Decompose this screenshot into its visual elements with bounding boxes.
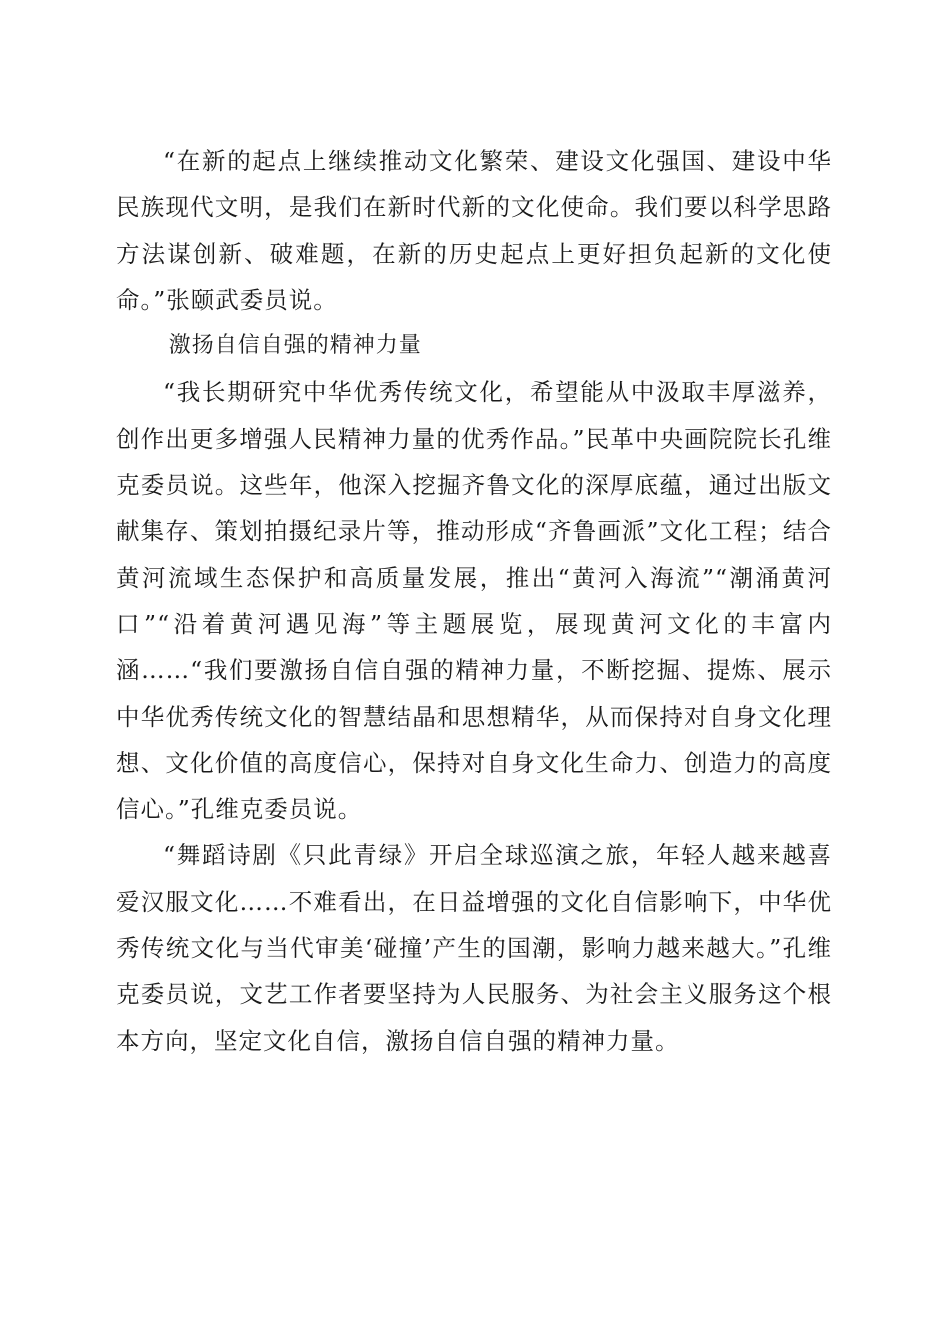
paragraph-national-trend: “舞蹈诗剧《只此青绿》开启全球巡演之旅，年轻人越来越喜爱汉服文化……不难看出，在日益增强的文化自信影响下，中华优秀传统文化与当代审美‘碰撞’产生的国潮，影响力越来越大。”孔维克委员说，文艺工作者要坚持为人民服务、为社会主义服务这个根本方向，坚定文化自信，激扬自信自强的精神力量。 xyxy=(116,841,832,1055)
paragraph-cultural-mission: “在新的起点上继续推动文化繁荣、建设文化强国、建设中华民族现代文明，是我们在新时代新的文化使命。我们要以科学思路方法谋创新、破难题，在新的历史起点上更好担负起新的文化使命。”张颐武委员说。 xyxy=(116,147,832,314)
document-page xyxy=(116,138,832,1064)
paragraph-kong-weike-research: “我长期研究中华优秀传统文化，希望能从中汲取丰厚滋养，创作出更多增强人民精神力量的优秀作品。”民革中央画院院长孔维克委员说。这些年，他深入挖掘齐鲁文化的深厚底蕴，通过出版文献集存、策划拍摄纪录片等，推动形成“齐鲁画派”文化工程；结合黄河流域生态保护和高质量发展，推出“黄河入海流”“潮涌黄河口”“沿着黄河遇见海”等主题展览，展现黄河文化的丰富内涵……“我们要激扬自信自强的精神力量，不断挖掘、提炼、展示中华优秀传统文化的智慧结晶和思想精华，从而保持对自身文化理想、文化价值的高度信心，保持对自身文化生命力、创造力的高度信心。”孔维克委员说。 xyxy=(116,378,832,824)
section-heading: 激扬自信自强的精神力量 xyxy=(168,333,422,359)
